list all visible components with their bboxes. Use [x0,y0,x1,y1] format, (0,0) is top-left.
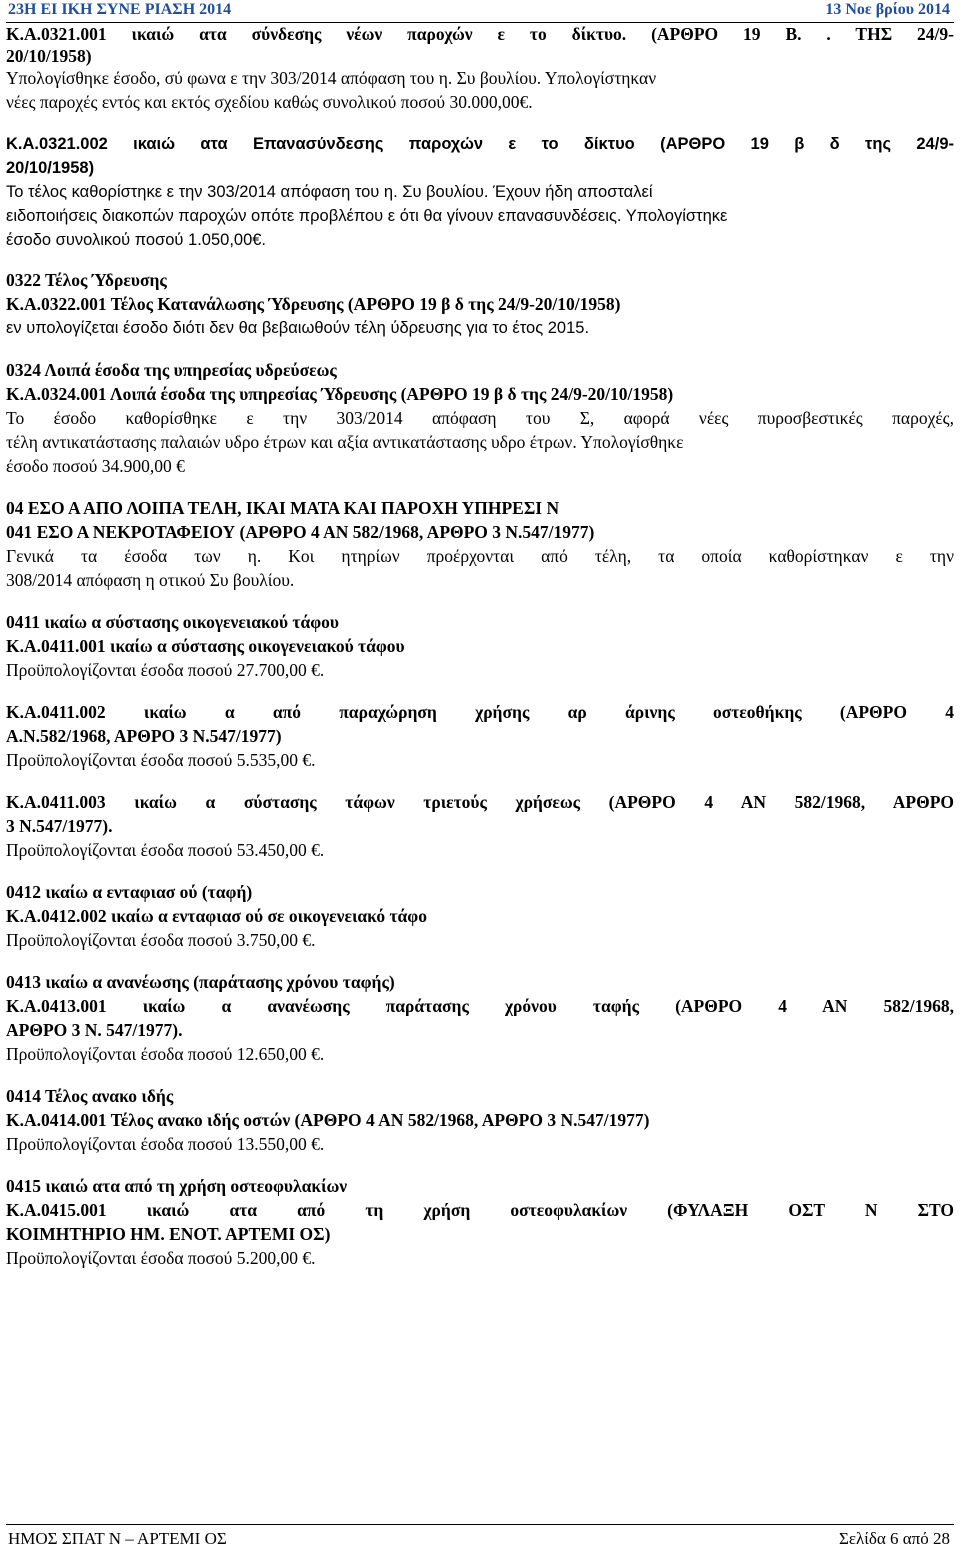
paragraph-line: εν υπολογίζεται έσοδο διότι δεν θα βεβαιωθούν τέλη ύδρευσης για το έτος 2015. [6,319,590,337]
footer-municipality: ΗΜΟΣ ΣΠΑΤ Ν – ΑΡΤΕΜΙ ΟΣ [8,1529,227,1548]
paragraph-line: έσοδο συνολικού ποσού 1.050,00€. [6,231,267,249]
paragraph-line: Το τέλος καθορίστηκε ε την 303/2014 απόφαση του η. Συ βουλίου. Έχουν ήδη αποσταλεί [6,183,653,201]
page-header [6,0,954,23]
paragraph-line: Κ.Α.0415.001 ικαιώ ατα από τη χρήση οστεοφυλακίων (ΦΥΛΑΞΗ ΟΣΤ Ν ΣΤΟ [6,1200,954,1220]
paragraph-line: Κ.Α.0413.001 ικαίω α ανανέωσης παράτασης χρόνου ταφής (ΑΡΘΡΟ 4 ΑΝ 582/1968, [6,996,954,1016]
header-session-title: 23Η ΕΙ ΙΚΗ ΣΥΝΕ ΡΙΑΣΗ 2014 [8,1,232,18]
section-heading: 041 ΕΣΟ Α ΝΕΚΡΟΤΑΦΕΙΟΥ (ΑΡΘΡΟ 4 ΑΝ 582/1968, ΑΡΘΡΟ 3 Ν.547/1977) [6,522,595,542]
paragraph-line: Κ.Α.0324.001 Λοιπά έσοδα της υπηρεσίας Ύδρευσης (ΑΡΘΡΟ 19 β δ της 24/9-20/10/1958) [6,384,674,404]
paragraph-line: Κ.Α.0411.002 ικαίω α από παραχώρηση χρήσης αρ άρινης οστεοθήκης (ΑΡΘΡΟ 4 [6,702,954,722]
paragraph-line: Α.Ν.582/1968, ΑΡΘΡΟ 3 Ν.547/1977) [6,726,282,746]
paragraph-line: Κ.Α.0322.001 Τέλος Κατανάλωσης Ύδρευσης (ΑΡΘΡΟ 19 β δ της 24/9-20/10/1958) [6,294,621,314]
paragraph-line: Κ.Α.0414.001 Τέλος ανακο ιδής οστών (ΑΡΘΡΟ 4 ΑΝ 582/1968, ΑΡΘΡΟ 3 Ν.547/1977) [6,1110,650,1130]
paragraph-line: 3 Ν.547/1977). [6,816,113,836]
paragraph-line: ειδοποιήσεις διακοπών παροχών οπότε προβλέπου ε ότι θα γίνουν επανασυνδέσεις. Υπολογίστηκε [6,207,728,225]
paragraph-line: Προϋπολογίζονται έσοδα ποσού 5.200,00 €. [6,1248,316,1268]
paragraph-line: 308/2014 απόφαση η οτικού Συ βουλίου. [6,570,295,590]
section-heading: 0415 ικαιώ ατα από τη χρήση οστεοφυλακίων [6,1176,348,1196]
paragraph-line: ΑΡΘΡΟ 3 Ν. 547/1977). [6,1020,183,1040]
page-footer [6,1524,954,1551]
paragraph-line: έσοδο ποσού 34.900,00 € [6,456,185,476]
paragraph-line: Προϋπολογίζονται έσοδα ποσού 53.450,00 €. [6,840,325,860]
paragraph-line: ΚΟΙΜΗΤΗΡΙΟ ΗΜ. ΕΝΟΤ. ΑΡΤΕΜΙ ΟΣ) [6,1224,331,1244]
header-date: 13 Νοε βρίου 2014 [825,1,950,18]
section-heading: 0324 Λοιπά έσοδα της υπηρεσίας υδρεύσεως [6,360,337,380]
paragraph-line: Κ.Α.0412.002 ικαίω α ενταφιασ ού σε οικογενειακό τάφο [6,906,427,926]
paragraph-line: Γενικά τα έσοδα των η. Κοι ητηρίων προέρχονται από τέλη, τα οποία καθορίστηκαν ε την [6,546,954,566]
paragraph-line: Προϋπολογίζονται έσοδα ποσού 27.700,00 €. [6,660,325,680]
paragraph-line: τέλη αντικατάστασης παλαιών υδρο έτρων και αξία αντικατάστασης υδρο έτρων. Υπολογίσθηκε [6,432,684,452]
paragraph-line: Υπολογίσθηκε έσοδο, σύ φωνα ε την 303/2014 απόφαση του η. Συ βουλίου. Υπολογίστηκαν [6,68,657,88]
paragraph-line: 20/10/1958) [6,159,95,177]
paragraph-line: Προϋπολογίζονται έσοδα ποσού 3.750,00 €. [6,930,316,950]
paragraph-line: Κ.Α.0411.001 ικαίω α σύστασης οικογενειακού τάφου [6,636,405,656]
section-heading: 0413 ικαίω α ανανέωσης (παράτασης χρόνου ταφής) [6,972,395,992]
paragraph-line: Κ.Α.0321.001 ικαιώ ατα σύνδεσης νέων παροχών ε το δίκτυο. (ΑΡΘΡΟ 19 Β. . ΤΗΣ 24/9- [6,24,954,44]
section-heading: 0322 Τέλος Ύδρευσης [6,270,167,290]
paragraph-line: Προϋπολογίζονται έσοδα ποσού 12.650,00 €. [6,1044,325,1064]
paragraph-line: νέες παροχές εντός και εκτός σχεδίου καθώς συνολικού ποσού 30.000,00€. [6,92,533,112]
paragraph-line: Κ.Α.0321.002 ικαιώ ατα Επανασύνδεσης παροχών ε το δίκτυο (ΑΡΘΡΟ 19 β δ της 24/9- [6,135,954,153]
section-heading: 0412 ικαίω α ενταφιασ ού (ταφή) [6,882,253,902]
paragraph-line: Το έσοδο καθορίσθηκε ε την 303/2014 απόφαση του Σ, αφορά νέες πυροσβεστικές παροχές, [6,408,954,428]
section-heading: 0411 ικαίω α σύστασης οικογενειακού τάφου [6,612,340,632]
section-heading: 04 ΕΣΟ Α ΑΠΟ ΛΟΙΠΑ ΤΕΛΗ, ΙΚΑΙ ΜΑΤΑ ΚΑΙ ΠΑΡΟΧΗ ΥΠΗΡΕΣΙ Ν [6,498,560,518]
footer-page-number: Σελίδα 6 από 28 [838,1529,950,1548]
section-heading: 0414 Τέλος ανακο ιδής [6,1086,174,1106]
paragraph-line: Προϋπολογίζονται έσοδα ποσού 5.535,00 €. [6,750,316,770]
paragraph-line: Κ.Α.0411.003 ικαίω α σύστασης τάφων τριετούς χρήσεως (ΑΡΘΡΟ 4 ΑΝ 582/1968, ΑΡΘΡΟ [6,792,954,812]
paragraph-line: Προϋπολογίζονται έσοδα ποσού 13.550,00 €. [6,1134,325,1154]
paragraph-line: 20/10/1958) [6,46,92,66]
